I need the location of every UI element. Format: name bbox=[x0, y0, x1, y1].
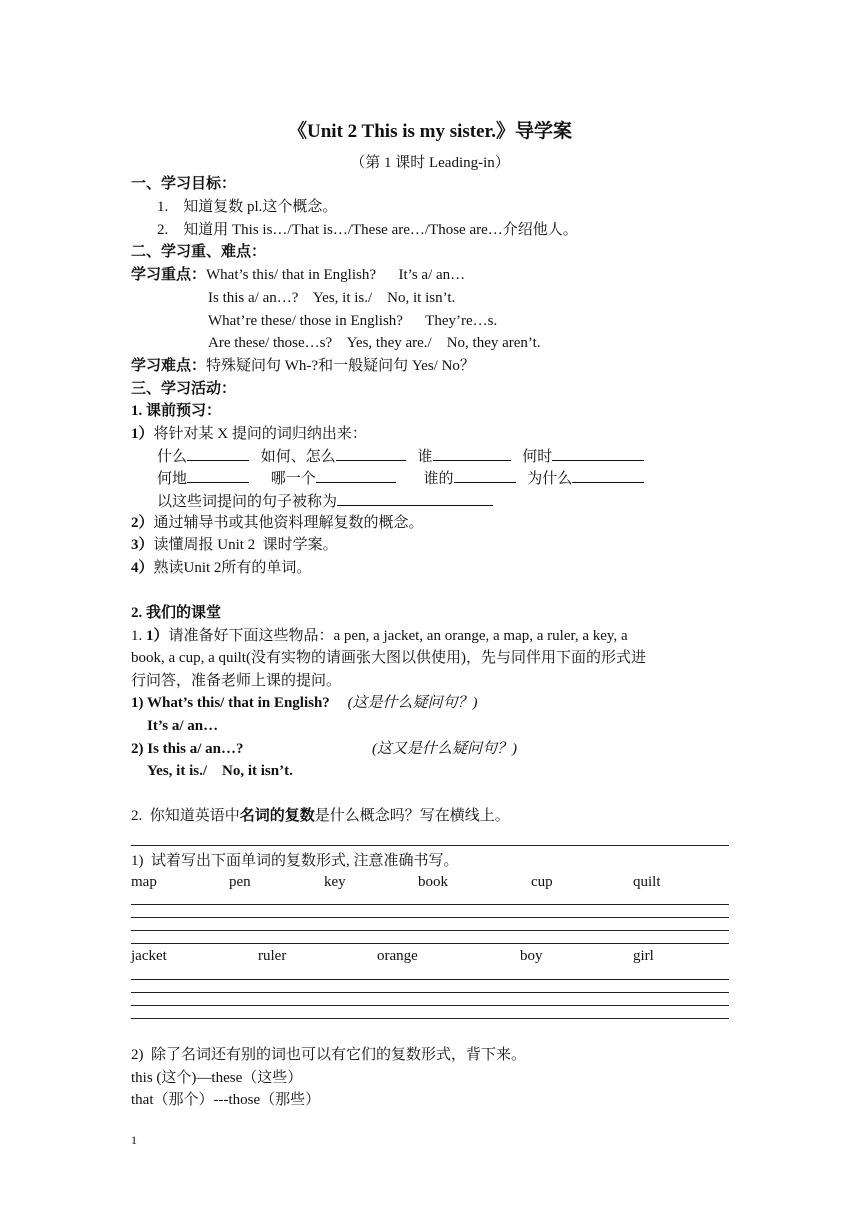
writing-line[interactable] bbox=[131, 1005, 729, 1006]
question-word: 哪一个 bbox=[270, 471, 316, 487]
preview-item bbox=[131, 558, 311, 578]
exercise-word: key bbox=[324, 874, 346, 890]
page-title: 《Unit 2 This is my sister.》导学案 bbox=[288, 121, 572, 142]
exercise-word: orange bbox=[377, 948, 418, 964]
exercise-word: pen bbox=[229, 874, 251, 890]
writing-line[interactable] bbox=[131, 992, 729, 993]
answer-blank[interactable] bbox=[433, 445, 511, 461]
answer-blank[interactable] bbox=[552, 445, 644, 461]
page-number: 1 bbox=[131, 1133, 137, 1147]
difficulty-label: 学习难点： bbox=[131, 358, 207, 374]
exercise-word: ruler bbox=[258, 948, 287, 964]
question-word: 为什么 bbox=[527, 471, 573, 487]
item-text: 通过辅导书或其他资料理解复数的概念。 bbox=[153, 515, 424, 531]
writing-line[interactable] bbox=[131, 1018, 729, 1019]
question-word-row bbox=[157, 445, 644, 467]
key-points-row bbox=[131, 265, 465, 285]
task-number: 1） bbox=[146, 628, 169, 644]
question-prefix: 2. 你知道英语中 bbox=[131, 808, 240, 824]
task-prefix: 1. bbox=[131, 628, 146, 644]
answer-blank[interactable] bbox=[187, 467, 249, 483]
plural-exercise-instruction: 1) 试着写出下面单词的复数形式, 注意准确书写。 bbox=[131, 853, 459, 869]
question-word: 谁 bbox=[417, 449, 433, 465]
writing-line[interactable] bbox=[131, 943, 729, 944]
answer-blank[interactable] bbox=[336, 445, 406, 461]
question-note: (这是什么疑问句？) bbox=[347, 695, 478, 711]
exercise-word: quilt bbox=[633, 874, 661, 890]
page-subtitle: （第 1 课时 Leading-in） bbox=[350, 155, 510, 171]
question-text: 1) What’s this/ that in English? bbox=[131, 695, 330, 711]
dialogue-answer: It’s a/ an… bbox=[147, 718, 219, 734]
question-word: 什么 bbox=[157, 449, 188, 465]
exercise-word: map bbox=[131, 874, 157, 890]
question-suffix: 是什么概念吗？写在横线上。 bbox=[314, 808, 510, 824]
dialogue-answer: Yes, it is./ No, it isn’t. bbox=[147, 763, 293, 779]
goal-number: 1. bbox=[157, 199, 169, 215]
section-heading-activities: 三、学习活动： bbox=[131, 381, 237, 397]
exercise-word: jacket bbox=[131, 948, 167, 964]
plural-pair: this (这个)—these（这些） bbox=[131, 1070, 303, 1086]
plural-words-instruction: 2) 除了名词还有别的词也可以有它们的复数形式，背下来。 bbox=[131, 1047, 526, 1063]
classroom-task-line: book, a cup, a quilt(没有实物的请画张大图以供使用)，先与同伴用下面的形式进 bbox=[131, 650, 646, 666]
question-word-row bbox=[157, 467, 644, 489]
section-heading-goals: 一、学习目标： bbox=[131, 176, 237, 192]
answer-blank[interactable] bbox=[572, 467, 644, 483]
item-number: 2） bbox=[131, 515, 154, 531]
item-text: 读懂周报 Unit 2 课时学案。 bbox=[153, 537, 338, 553]
sentence-type-prompt: 以这些词提问的句子被称为 bbox=[157, 494, 338, 510]
goal-number: 2. bbox=[157, 222, 169, 238]
goal-text: 知道复数 pl.这个概念。 bbox=[183, 199, 338, 215]
plural-concept-question bbox=[131, 806, 510, 826]
question-word: 谁的 bbox=[423, 471, 454, 487]
question-word: 何地 bbox=[157, 471, 188, 487]
preview-item bbox=[131, 535, 338, 555]
plural-pair: that（那个）---those（那些） bbox=[131, 1092, 321, 1108]
exercise-word: book bbox=[418, 874, 448, 890]
question-note: (这又是什么疑问句？) bbox=[372, 741, 517, 757]
goal-text: 知道用 This is…/That is…/These are…/Those are…介绍他人。 bbox=[183, 222, 578, 238]
difficulty-text: 特殊疑问句 Wh-?和一般疑问句 Yes/ No？ bbox=[206, 358, 475, 374]
sentence-type-row bbox=[157, 490, 493, 512]
exercise-word: cup bbox=[531, 874, 553, 890]
classroom-heading: 2. 我们的课堂 bbox=[131, 605, 222, 621]
preview-item bbox=[131, 424, 367, 444]
question-keyword: 名词的复数 bbox=[239, 808, 315, 824]
key-point-line: Are these/ those…s? Yes, they are./ No, they aren’t. bbox=[208, 335, 541, 351]
exercise-word: girl bbox=[633, 948, 654, 964]
question-text: 2) Is this a/ an…? bbox=[131, 741, 244, 757]
task-text: 请准备好下面这些物品：a pen, a jacket, an orange, a map, a ruler, a key, a bbox=[168, 628, 628, 644]
item-text: 将针对某 X 提问的词归纳出来： bbox=[153, 426, 367, 442]
writing-line[interactable] bbox=[131, 979, 729, 980]
difficulty-row bbox=[131, 356, 475, 376]
dialogue-question bbox=[131, 693, 478, 713]
item-text: 熟读Unit 2所有的单词。 bbox=[153, 560, 312, 576]
goal-item bbox=[157, 197, 337, 217]
writing-line[interactable] bbox=[131, 845, 729, 846]
classroom-task-line: 行问答，准备老师上课的提问。 bbox=[131, 673, 342, 689]
key-point-line: What’s this/ that in English? It’s a/ an… bbox=[206, 267, 466, 283]
writing-line[interactable] bbox=[131, 930, 729, 931]
section-heading-keypoints: 二、学习重、难点： bbox=[131, 244, 267, 260]
dialogue-question bbox=[131, 739, 517, 759]
question-word: 何时 bbox=[522, 449, 553, 465]
key-points-label: 学习重点： bbox=[131, 267, 207, 283]
key-point-line: Is this a/ an…? Yes, it is./ No, it isn’t. bbox=[208, 290, 456, 306]
question-word: 如何、怎么 bbox=[260, 449, 336, 465]
writing-line[interactable] bbox=[131, 917, 729, 918]
writing-line[interactable] bbox=[131, 904, 729, 905]
answer-blank[interactable] bbox=[454, 467, 516, 483]
classroom-task-line bbox=[131, 626, 628, 646]
preview-item bbox=[131, 513, 424, 533]
answer-blank[interactable] bbox=[337, 490, 493, 506]
goal-item bbox=[157, 220, 578, 240]
preview-heading: 1. 课前预习： bbox=[131, 403, 222, 419]
answer-blank[interactable] bbox=[187, 445, 249, 461]
exercise-word: boy bbox=[520, 948, 543, 964]
item-number: 1） bbox=[131, 426, 154, 442]
item-number: 3） bbox=[131, 537, 154, 553]
key-point-line: What’re these/ those in English? They’re…s. bbox=[208, 313, 498, 329]
item-number: 4） bbox=[131, 560, 154, 576]
answer-blank[interactable] bbox=[316, 467, 396, 483]
